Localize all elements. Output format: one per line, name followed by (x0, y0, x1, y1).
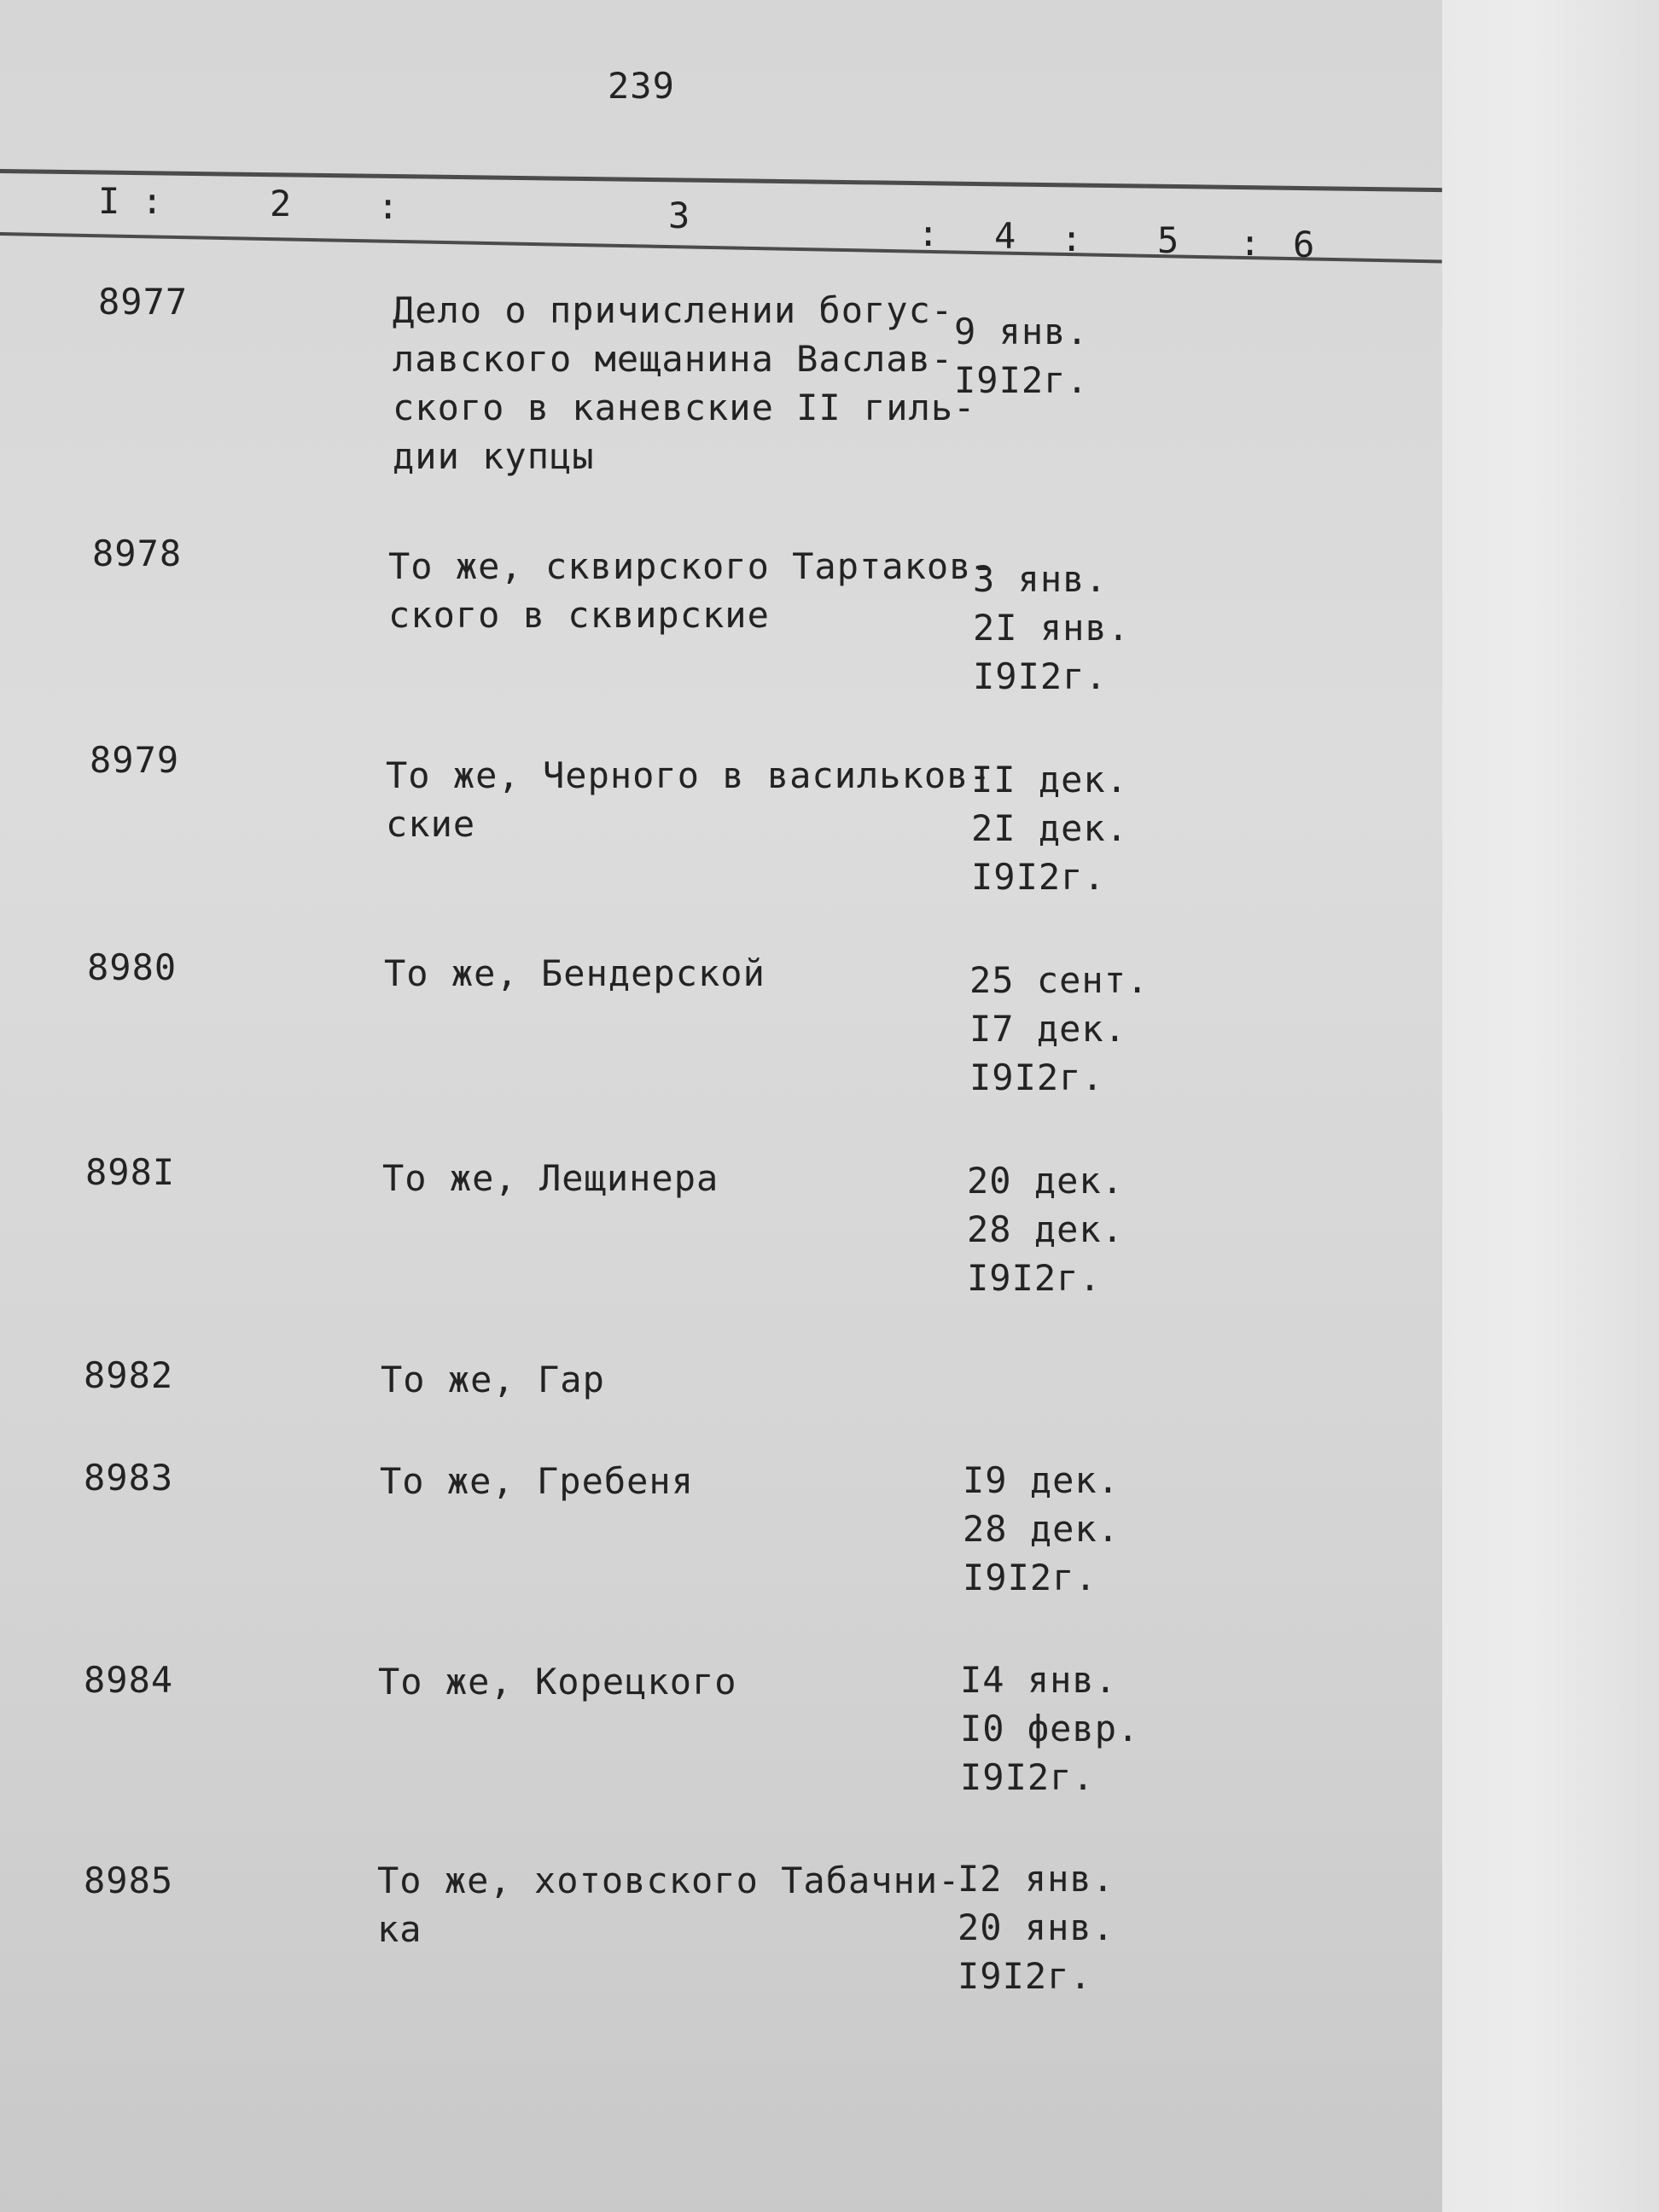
record-dates: I2 янв. 20 янв. I9I2г. (958, 1858, 1115, 1997)
header-separator: : (377, 185, 399, 227)
record-number: 8983 (84, 1457, 174, 1499)
record-title: То же, Гребеня (380, 1460, 695, 1502)
header-separator: : (1061, 218, 1083, 259)
record-number: 8984 (84, 1659, 174, 1701)
header-col-4: 4 (994, 215, 1016, 257)
header-separator: : (917, 212, 940, 254)
record-title: То же, Корецкого (378, 1661, 737, 1703)
record-number: 8979 (90, 739, 180, 781)
record-number: 8980 (87, 946, 178, 988)
header-separator: : (1239, 222, 1261, 264)
record-title: То же, Бендерской (384, 952, 765, 994)
record-title: То же, Лещинера (382, 1157, 719, 1199)
record-number: 8977 (98, 281, 189, 323)
record-title: То же, сквирского Тартаков- ского в сквирские (388, 545, 994, 636)
record-dates: I9 дек. 28 дек. I9I2г. (963, 1459, 1121, 1598)
record-number: 8985 (84, 1860, 174, 1901)
record-title: То же, Гар (381, 1359, 605, 1400)
record-dates: 20 дек. 28 дек. I9I2г. (967, 1160, 1125, 1299)
record-dates: II дек. 2I дек. I9I2г. (971, 759, 1129, 898)
record-title: То же, хотовского Табачни- ка (377, 1860, 961, 1950)
record-number: 898I (85, 1151, 176, 1193)
header-col-5: 5 (1157, 219, 1179, 261)
header-col-3: 3 (668, 195, 690, 236)
header-col-2: 2 (270, 183, 292, 224)
page-number: 239 (608, 65, 675, 107)
record-title: То же, Черного в васильков- ские (386, 754, 992, 845)
record-number: 8978 (92, 533, 183, 574)
record-dates: 25 сент. I7 дек. I9I2г. (969, 959, 1150, 1098)
record-dates: 3 янв. 2I янв. I9I2г. (973, 558, 1131, 697)
record-dates: 9 янв. I9I2г. (954, 311, 1089, 401)
header-col-1: I : (98, 180, 163, 222)
record-dates: I4 янв. I0 февр. I9I2г. (960, 1659, 1140, 1798)
record-title: Дело о причислении богус- лавского мещанина Васлав- ского в каневские II гиль- дии купцы (393, 289, 976, 477)
header-col-6: 6 (1293, 224, 1315, 265)
underlying-page-edge (1442, 0, 1659, 2212)
record-number: 8982 (84, 1354, 174, 1396)
